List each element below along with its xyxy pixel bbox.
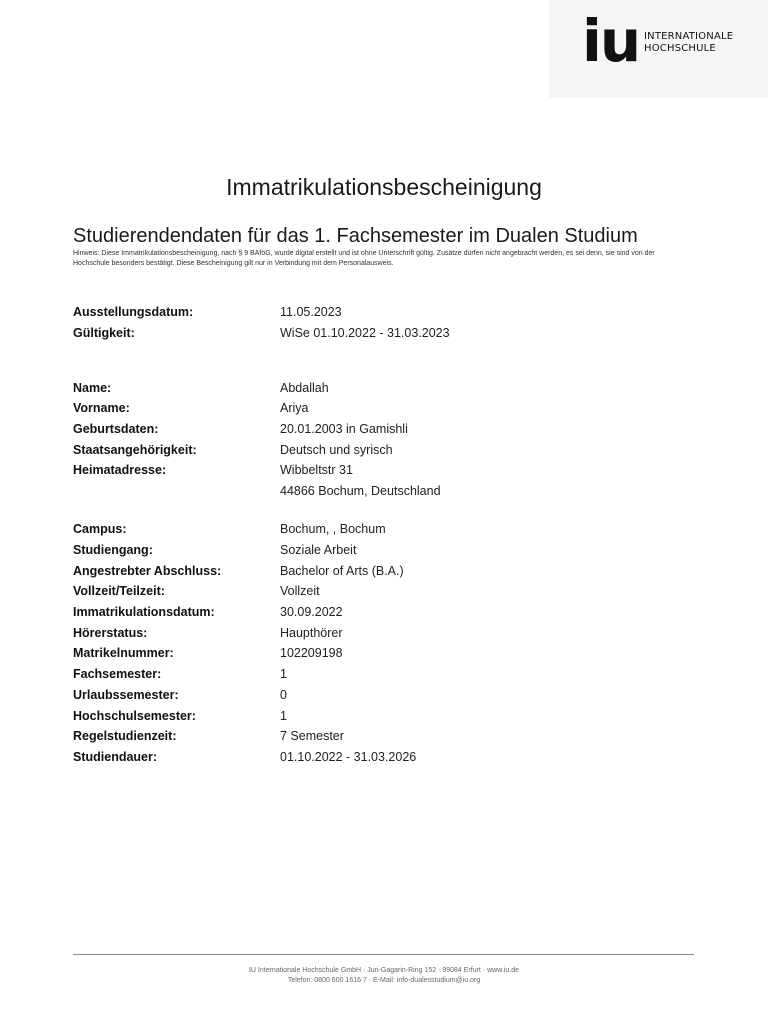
- field-label: Urlaubssemester:: [73, 688, 179, 702]
- field-row-validity: [73, 323, 673, 343]
- field-row-program: [73, 540, 673, 560]
- field-row-home-address-city: [73, 481, 673, 501]
- field-label: Geburtsdaten:: [73, 422, 159, 436]
- field-value: 44866 Bochum, Deutschland: [280, 484, 441, 498]
- iu-logo: iu: [582, 7, 640, 75]
- field-row-standard-period: [73, 726, 673, 746]
- field-row-leave-semester: [73, 685, 673, 705]
- field-row-subject-semester: [73, 664, 673, 684]
- footer-address: IU Internationale Hochschule GmbH · Juri-Gagarin-Ring 152 · 99084 Erfurt · www.iu.de: [248, 967, 519, 974]
- field-row-birth: [73, 419, 673, 439]
- field-row-enrollment-date: [73, 602, 673, 622]
- field-row-university-semester: [73, 706, 673, 726]
- field-value: 20.01.2003 in Gamishli: [280, 422, 408, 436]
- field-label: Immatrikulationsdatum:: [73, 605, 215, 619]
- field-label: Fachsemester:: [73, 667, 162, 681]
- field-row-student-status: [73, 623, 673, 643]
- footer-contact: Telefon: 0800 600 1616 7 · E-Mail: info-dualesstudium@iu.org: [287, 977, 481, 984]
- document-title: Immatrikulationsbescheinigung: [226, 174, 542, 200]
- field-label: Campus:: [73, 522, 127, 536]
- field-value: 11.05.2023: [280, 305, 342, 319]
- field-value: 0: [280, 688, 287, 702]
- field-label: Heimatadresse:: [73, 463, 167, 477]
- field-row-degree: [73, 561, 673, 581]
- field-label: Ausstellungsdatum:: [73, 305, 194, 319]
- field-row-first-name: [73, 398, 673, 418]
- field-value: Soziale Arbeit: [280, 543, 357, 557]
- field-value: 102209198: [280, 646, 343, 660]
- field-row-campus: [73, 519, 673, 539]
- field-label: Hochschulsemester:: [73, 709, 196, 723]
- field-label: Vollzeit/Teilzeit:: [73, 584, 165, 598]
- field-row-issue-date: [73, 302, 673, 322]
- field-value: Haupthörer: [280, 626, 343, 640]
- field-label: Angestrebter Abschluss:: [73, 564, 222, 578]
- field-label: Matrikelnummer:: [73, 646, 174, 660]
- field-label: Studiendauer:: [73, 750, 158, 764]
- field-row-nationality: [73, 440, 673, 460]
- logo-line-2: HOCHSCHULE: [644, 43, 716, 54]
- field-row-study-mode: [73, 581, 673, 601]
- field-value: 7 Semester: [280, 729, 344, 743]
- field-row-name: [73, 378, 673, 398]
- field-value: Bochum, , Bochum: [280, 522, 386, 536]
- field-row-home-address: [73, 460, 673, 480]
- field-label: Name:: [73, 381, 112, 395]
- field-value: 01.10.2022 - 31.03.2026: [280, 750, 417, 764]
- field-value: Vollzeit: [280, 584, 320, 598]
- field-value: 1: [280, 709, 287, 723]
- document-subtitle: Studierendendaten für das 1. Fachsemester im Dualen Studium: [73, 225, 638, 247]
- field-value: Ariya: [280, 401, 309, 415]
- field-label: Vorname:: [73, 401, 130, 415]
- field-value: Abdallah: [280, 381, 329, 395]
- field-label: Staatsangehörigkeit:: [73, 443, 197, 457]
- logo-wordmark: [644, 31, 733, 55]
- field-label: Hörerstatus:: [73, 626, 148, 640]
- footer-divider: [73, 954, 694, 955]
- field-value: 1: [280, 667, 287, 681]
- field-label: Studiengang:: [73, 543, 153, 557]
- field-value: Bachelor of Arts (B.A.): [280, 564, 404, 578]
- field-row-matriculation-number: [73, 643, 673, 663]
- field-value: Wibbeltstr 31: [280, 463, 353, 477]
- field-label: Gültigkeit:: [73, 326, 135, 340]
- field-value: Deutsch und syrisch: [280, 443, 393, 457]
- legal-note: Hinweis: Diese Immatrikulationsbescheinigung, nach § 9 BAföG, wurde digital erstellt und ist ohne Unterschrift gültig. Zusätze dürfen nicht angebracht werden, es sei denn, sie sind von der Hochschule besonders bestätigt. Diese Bescheinigung gilt nur in Verbindung mit dem Personalausweis.: [73, 250, 655, 267]
- logo-line-1: INTERNATIONALE: [644, 31, 734, 42]
- field-value: WiSe 01.10.2022 - 31.03.2023: [280, 326, 450, 340]
- field-label: Regelstudienzeit:: [73, 729, 177, 743]
- field-value: 30.09.2022: [280, 605, 343, 619]
- field-row-study-duration: [73, 747, 673, 767]
